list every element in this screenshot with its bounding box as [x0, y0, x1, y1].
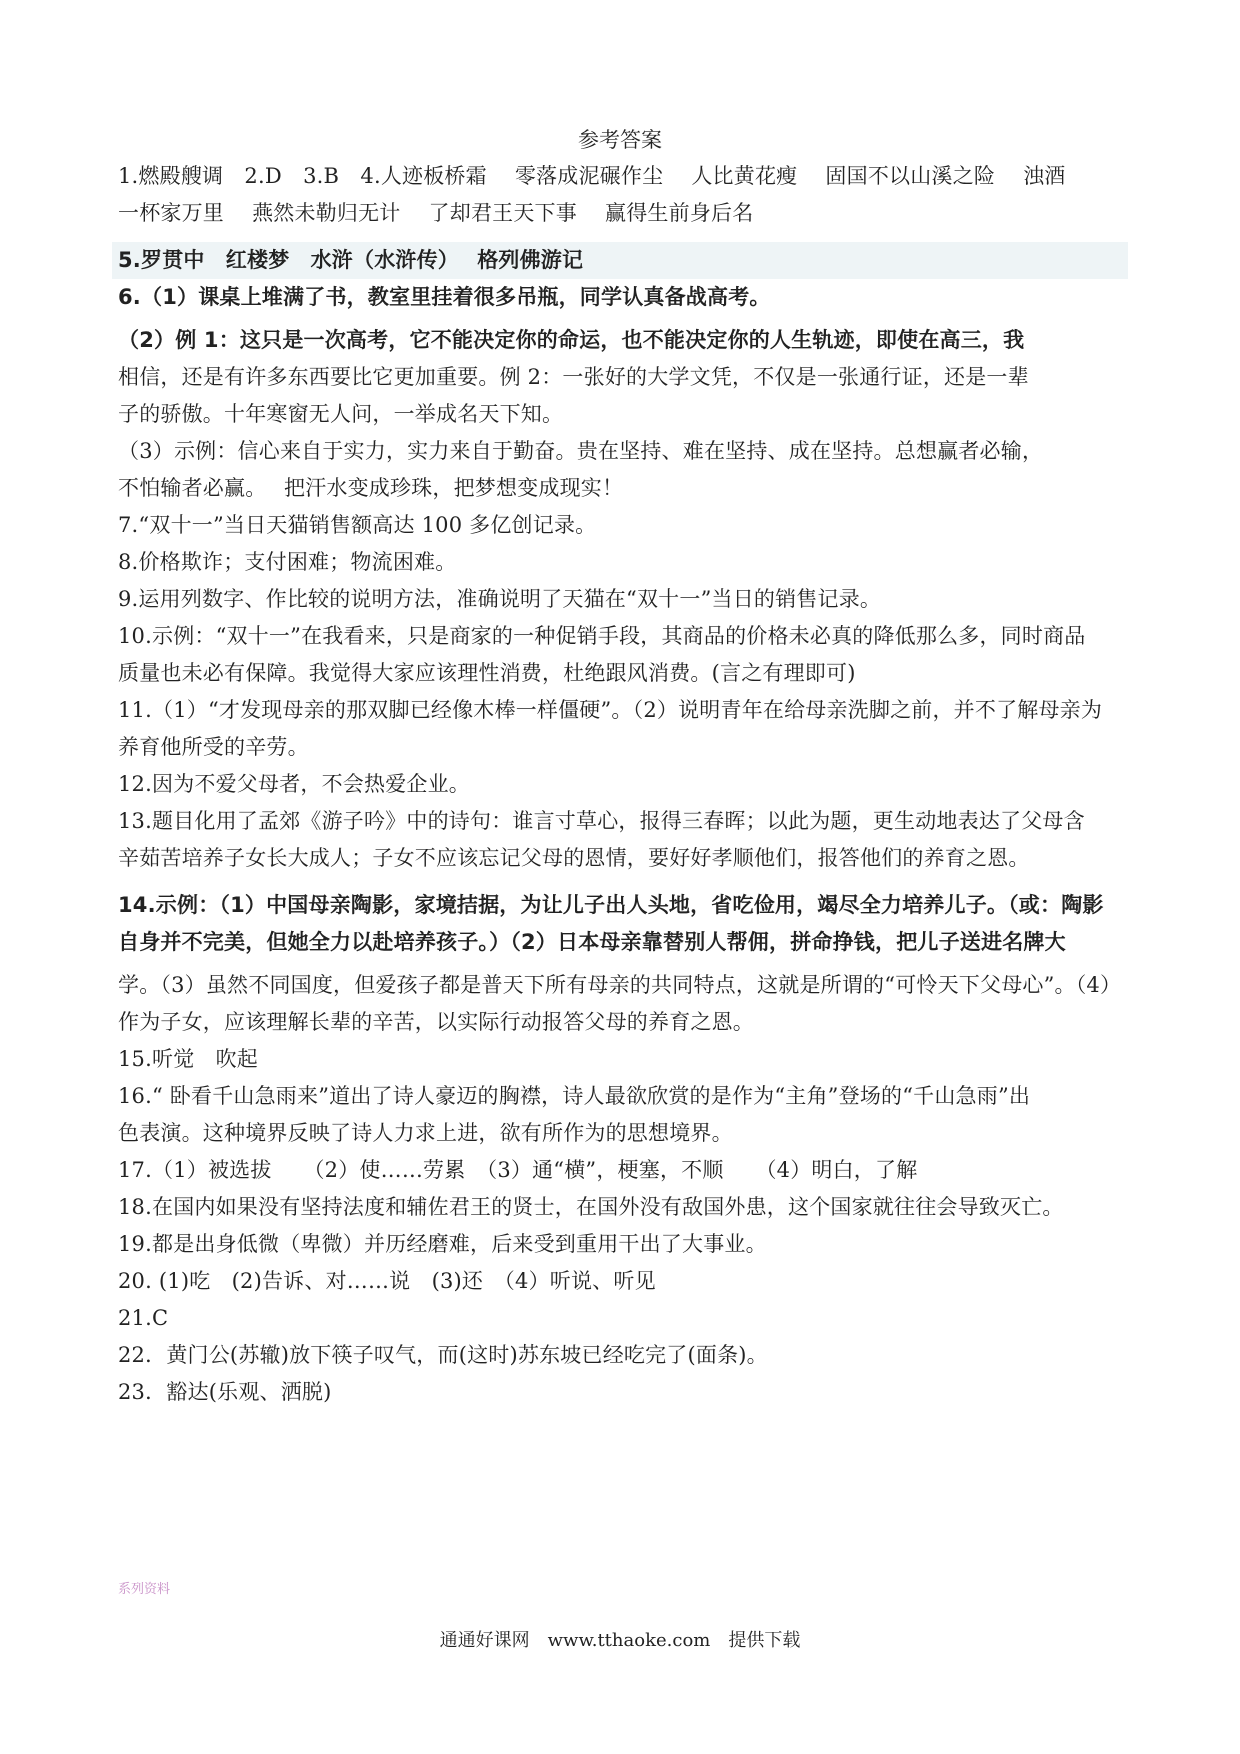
answer-line-13b: 辛茹苦培养子女长大成人；子女不应该忘记父母的恩情，要好好孝顺他们，报答他们的养育之恩。 [118, 846, 1030, 870]
answer-line-6-3b: 不怕输者必赢。 把汗水变成珍珠，把梦想变成现实！ [118, 476, 624, 500]
answer-line-15: 15.听觉 吹起 [118, 1047, 258, 1071]
answer-line-14d: 作为子女，应该理解长辈的辛苦，以实际行动报答父母的养育之恩。 [118, 1010, 754, 1034]
answer-line-7: 7.“双十一”当日天猫销售额高达 100 多亿创记录。 [118, 513, 597, 537]
answer-line-11b: 养育他所受的辛劳。 [118, 735, 309, 759]
answer-line-6-1: 6.（1）课桌上堆满了书，教室里挂着很多吊瓶，同学认真备战高考。 [118, 285, 771, 309]
answer-line-14b: 自身并不完美，但她全力以赴培养孩子。）（2）日本母亲靠替别人帮佣，拼命挣钱，把儿子送进名牌大 [118, 930, 1066, 954]
answer-line-12: 12.因为不爱父母者，不会热爱企业。 [118, 772, 470, 796]
answer-line-6-2a: （2）例 1：这只是一次高考，它不能决定你的命运，也不能决定你的人生轨迹，即使在高三，我 [118, 328, 1025, 352]
watermark-text: 系列资料 [118, 1582, 171, 1597]
answer-line-10b: 质量也未必有保障。我觉得大家应该理性消费，杜绝跟风消费。(言之有理即可) [118, 661, 856, 685]
footer-credit: 通通好课网 www.tthaoke.com 提供下载 [439, 1630, 801, 1651]
answer-line-16b: 色表演。这种境界反映了诗人力求上进，欲有所作为的思想境界。 [118, 1121, 733, 1145]
answer-line-5 [118, 242, 1128, 279]
answer-line-19: 19.都是出身低微（卑微）并历经磨难，后来受到重用干出了大事业。 [118, 1232, 767, 1256]
answer-list [118, 158, 1128, 1411]
answer-line-9: 9.运用列数字、作比较的说明方法，准确说明了天猫在“双十一”当日的销售记录。 [118, 587, 882, 611]
answer-line-13a: 13.题目化用了孟郊《游子吟》中的诗句：谁言寸草心，报得三春晖；以此为题，更生动地表达了父母含 [118, 809, 1085, 833]
answer-5-text: 5.罗贯中 红楼梦 水浒（水浒传） 格列佛游记 [112, 242, 1128, 279]
answer-line-22: 22．黄门公(苏辙)放下筷子叹气，而(这时)苏东坡已经吃完了(面条)。 [118, 1343, 768, 1367]
answer-line-14c: 学。（3）虽然不同国度，但爱孩子都是普天下所有母亲的共同特点，这就是所谓的“可怜天下父母心”。（4） [118, 973, 1122, 997]
answer-line-20: 20. (1)吃 (2)告诉、对……说 (3)还 （4）听说、听见 [118, 1269, 656, 1293]
answer-line-8: 8.价格欺诈；支付困难；物流困难。 [118, 550, 457, 574]
page-title: 参考答案 [578, 128, 662, 152]
answer-line-6-2b: 相信，还是有许多东西要比它更加重要。例 2：一张好的大学文凭，不仅是一张通行证，还是一辈 [118, 365, 1029, 389]
answer-line-17: 17.（1）被选拔 （2）使……劳累 （3）通“横”，梗塞，不顺 （4）明白，了解 [118, 1158, 918, 1182]
answer-line-1: 1.燃殿艘调 2.D 3.B 4.人迹板桥霜 零落成泥碾作尘 人比黄花瘦 固国不以山溪之险 浊酒 [118, 164, 1066, 188]
answer-line-6-2c: 子的骄傲。十年寒窗无人问，一举成名天下知。 [118, 402, 564, 426]
answer-line-21: 21.C [118, 1306, 169, 1330]
answer-line-18: 18.在国内如果没有坚持法度和辅佐君王的贤士，在国外没有敌国外患，这个国家就往往会导致灭亡。 [118, 1195, 1064, 1219]
answer-line-10a: 10.示例：“双十一”在我看来，只是商家的一种促销手段，其商品的价格未必真的降低那么多，同时商品 [118, 624, 1086, 648]
answer-line-14a: 14.示例：（1）中国母亲陶影，家境拮据，为让儿子出人头地，省吃俭用，竭尽全力培养儿子。（或：陶影 [118, 893, 1104, 917]
answer-line-16a: 16.“ 卧看千山急雨来”道出了诗人豪迈的胸襟，诗人最欲欣赏的是作为“主角”登场的“千山急雨”出 [118, 1084, 1031, 1108]
answer-line-23: 23．豁达(乐观、洒脱) [118, 1380, 332, 1404]
answer-line-6-3a: （3）示例：信心来自于实力，实力来自于勤奋。贵在坚持、难在坚持、成在坚持。总想赢者必输， [118, 439, 1044, 463]
answer-line-2: 一杯家万里 燕然未勒归无计 了却君王天下事 赢得生前身后名 [118, 201, 754, 225]
answer-line-11a: 11.（1）“才发现母亲的那双脚已经像木棒一样僵硬”。（2）说明青年在给母亲洗脚之前，并不了解母亲为 [118, 698, 1103, 722]
